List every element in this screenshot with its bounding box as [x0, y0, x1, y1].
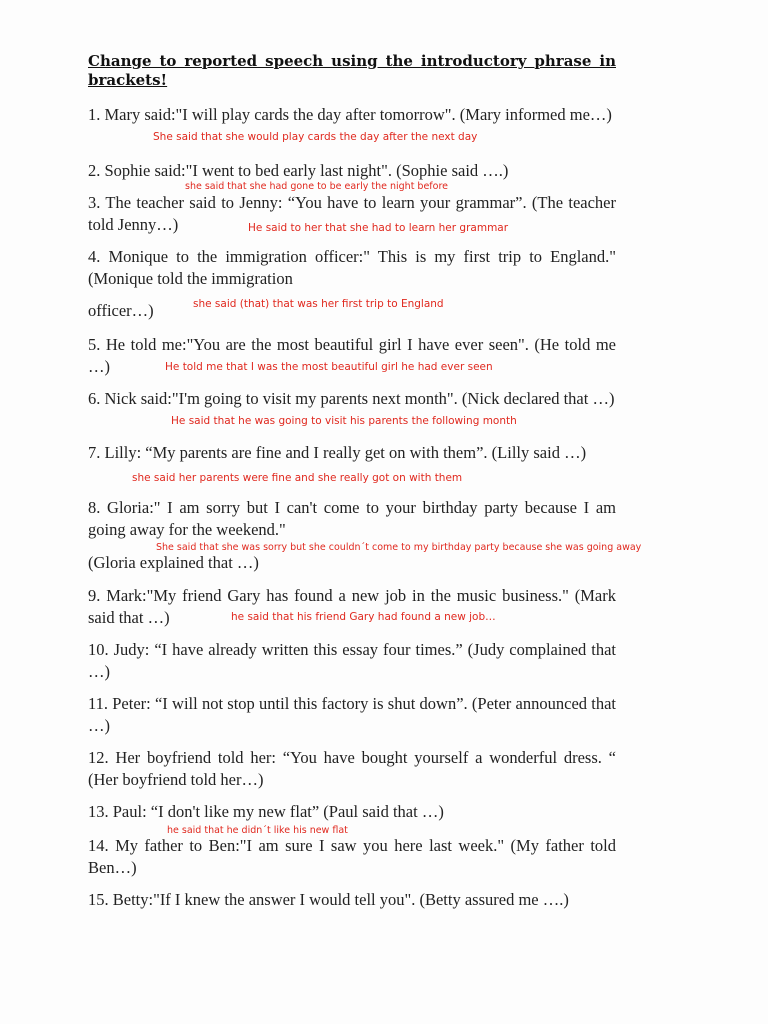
answer-6: He said that he was going to visit his parents the following month — [171, 415, 517, 427]
exercise-item-2: 2. Sophie said:"I went to bed early last night". (Sophie said ….) — [88, 161, 509, 180]
answer-3: He said to her that she had to learn her grammar — [248, 222, 509, 234]
exercise-item-4a: 4. Monique to the immigration officer:" This is my first trip to England." (Monique told the immigration — [88, 247, 616, 288]
answer-9: he said that his friend Gary had found a new job… — [231, 611, 496, 623]
answer-7: she said her parents were fine and she really got on with them — [132, 472, 463, 484]
answer-2: she said that she had gone to be early the night before — [185, 181, 449, 192]
exercise-item-12: 12. Her boyfriend told her: “You have bought yourself a wonderful dress. “ (Her boyfriend told her…) — [88, 748, 616, 789]
exercise-item-8a: 8. Gloria:" I am sorry but I can't come to your birthday party because I am going away for the weekend." — [88, 498, 616, 539]
worksheet-heading: Change to reported speech using the introductory phrase in brackets! — [88, 52, 616, 89]
exercise-item-6: 6. Nick said:"I'm going to visit my parents next month". (Nick declared that …) — [88, 389, 615, 408]
exercise-item-14: 14. My father to Ben:"I am sure I saw you here last week." (My father told Ben…) — [88, 836, 616, 877]
exercise-item-3: 3. The teacher said to Jenny: “You have to learn your grammar”. (The teacher told Jenny…) — [88, 193, 616, 234]
answer-13: he said that he didn´t like his new flat — [167, 825, 348, 836]
answer-4: she said (that) that was her first trip to England — [193, 298, 444, 310]
exercise-item-7: 7. Lilly: “My parents are fine and I really get on with them”. (Lilly said …) — [88, 443, 587, 462]
exercise-item-15: 15. Betty:"If I knew the answer I would tell you". (Betty assured me ….) — [88, 890, 569, 909]
answer-8: She said that she was sorry but she couldn´t come to my birthday party because she was going away — [156, 542, 642, 553]
exercise-item-5: 5. He told me:"You are the most beautiful girl I have ever seen". (He told me …) — [88, 335, 616, 376]
answer-5: He told me that I was the most beautiful girl he had ever seen — [165, 361, 493, 373]
answer-1: She said that she would play cards the day after the next day — [153, 131, 478, 143]
exercise-item-10: 10. Judy: “I have already written this essay four times.” (Judy complained that …) — [88, 640, 616, 681]
exercise-item-4b: officer…) — [88, 301, 154, 320]
exercise-item-8b: (Gloria explained that …) — [88, 553, 259, 572]
exercise-item-1: 1. Mary said:"I will play cards the day after tomorrow". (Mary informed me…) — [88, 105, 612, 124]
exercise-item-13: 13. Paul: “I don't like my new flat” (Paul said that …) — [88, 802, 444, 821]
exercise-item-9: 9. Mark:"My friend Gary has found a new job in the music business." (Mark said that …) — [88, 586, 616, 627]
exercise-item-11: 11. Peter: “I will not stop until this factory is shut down”. (Peter announced that …) — [88, 694, 616, 735]
